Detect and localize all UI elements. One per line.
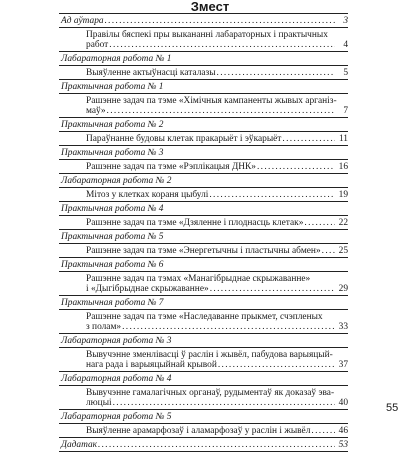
toc-section-heading (59, 118, 348, 132)
toc-entry-text: Рашэнне задач па тэме «Хімічныя кампаненты жывых арганіз- (86, 95, 337, 106)
toc-entry-text: Рашэнне задач па тэме «Дзяленне і плоднасць клетак» (86, 217, 304, 228)
toc-entry-text: работ (86, 39, 109, 50)
toc-heading-text: Практычная работа № 1 (61, 81, 164, 92)
toc-entry-text: маў» (86, 105, 106, 116)
toc-section-heading (59, 80, 348, 94)
toc-heading-text: Лабараторная работа № 2 (61, 175, 172, 186)
toc-entry-text: Правілы бяспекі пры выкананні лабараторных і практычных (86, 29, 328, 40)
table-of-contents (59, 13, 348, 452)
toc-entry-text: Рашэнне задач па тэмах «Манагібрыднае скрыжаванне» (86, 273, 311, 284)
toc-entry-text: і «Дыгібрыднае скрыжаванне» (86, 283, 209, 294)
toc-page-number: 19 (338, 189, 348, 200)
leader-dots (311, 426, 335, 436)
leader-dots (209, 190, 335, 200)
leader-dots (322, 246, 335, 256)
toc-entry-text: з полам» (86, 321, 122, 332)
toc-entry-text: Параўнанне будовы клетак пракарыёт і эўкарыёт (86, 133, 282, 144)
toc-heading-text: Практычная работа № 7 (61, 297, 164, 308)
leader-dots (304, 218, 335, 228)
leader-dots (109, 40, 335, 50)
page-title: Змест (190, 0, 230, 14)
leader-dots (105, 16, 335, 26)
toc-heading-text: Лабараторная работа № 3 (61, 335, 172, 346)
toc-page-number: 53 (338, 439, 348, 450)
toc-entry-text: Рашэнне задач па тэме «Наследаванне прыкмет, счэпленых (86, 311, 323, 322)
toc-heading-text: Лабараторная работа № 4 (61, 373, 172, 384)
toc-entry-text: Выяўленне актыўнасці каталазы (86, 67, 216, 78)
toc-page-number: 25 (338, 245, 348, 256)
leader-dots (122, 322, 335, 332)
toc-page-number: 16 (338, 161, 348, 172)
leader-dots (217, 68, 335, 78)
toc-entry (59, 272, 348, 296)
leader-dots (257, 162, 335, 172)
toc-entry (59, 216, 348, 230)
toc-entry (59, 348, 348, 372)
toc-page-number: 7 (343, 105, 348, 116)
leader-dots (113, 398, 335, 408)
toc-section-heading (59, 410, 348, 424)
leader-dots (218, 360, 335, 370)
toc-section-heading (59, 296, 348, 310)
toc-entry-text: Вывучэнне гамалагічных органаў, рудыментаў як доказаў эва- (86, 387, 335, 398)
toc-heading-text: Практычная работа № 6 (61, 259, 164, 270)
toc-entry (59, 424, 348, 438)
toc-section-heading (59, 146, 348, 160)
toc-entry-text: Рашэнне задач па тэме «Рэплікацыя ДНК» (86, 161, 256, 172)
leader-dots (282, 134, 335, 144)
toc-heading-text: Лабараторная работа № 5 (61, 411, 172, 422)
toc-section-heading (59, 372, 348, 386)
toc-entry (59, 132, 348, 146)
toc-entry (59, 94, 348, 118)
toc-page-number: 22 (338, 217, 348, 228)
toc-page-number: 3 (343, 15, 348, 26)
toc-page-number: 29 (338, 283, 348, 294)
toc-entry-text: Выяўленне арамарфозаў і аламарфозаў у раслін і жывёл (86, 425, 311, 436)
toc-heading-text: Практычная работа № 2 (61, 119, 164, 130)
leader-dots (107, 106, 335, 116)
toc-page-number: 40 (338, 397, 348, 408)
toc-section-heading (59, 174, 348, 188)
toc-entry (59, 244, 348, 258)
toc-entry-text: Мітоз у клетках кораня цыбулі (86, 189, 209, 200)
toc-entry (59, 160, 348, 174)
toc-page-number: 11 (338, 133, 348, 144)
toc-section-heading (59, 14, 348, 28)
toc-section-heading (59, 52, 348, 66)
leader-dots (98, 440, 335, 450)
toc-section-heading (59, 438, 348, 452)
toc-section-heading (59, 334, 348, 348)
toc-heading-text: Дадатак (61, 439, 98, 450)
toc-heading-text: Лабараторная работа № 1 (61, 53, 172, 64)
toc-heading-text: Практычная работа № 4 (61, 203, 164, 214)
toc-page-number: 4 (343, 39, 348, 50)
toc-page-number: 46 (338, 425, 348, 436)
toc-entry (59, 28, 348, 52)
toc-page-number: 33 (338, 321, 348, 332)
toc-page-number: 5 (343, 67, 348, 78)
toc-entry-text: люцыі (86, 397, 112, 408)
leader-dots (210, 284, 335, 294)
toc-section-heading (59, 230, 348, 244)
toc-entry (59, 386, 348, 410)
toc-heading-text: Ад аўтара (61, 15, 104, 26)
toc-page-number: 37 (338, 359, 348, 370)
page-number: 55 (386, 402, 399, 414)
toc-heading-text: Практычная работа № 3 (61, 147, 164, 158)
toc-section-heading (59, 258, 348, 272)
toc-entry-text: нага рада і варыяцыйнай крывой (86, 359, 217, 370)
toc-entry (59, 66, 348, 80)
toc-section-heading (59, 202, 348, 216)
toc-entry (59, 188, 348, 202)
toc-entry-text: Рашэнне задач па тэме «Энергетычны і пластычны абмен» (86, 245, 321, 256)
toc-entry (59, 310, 348, 334)
toc-heading-text: Практычная работа № 5 (61, 231, 164, 242)
toc-entry-text: Вывучэнне зменлівасці ў раслін і жывёл, пабудова варыяцый- (86, 349, 333, 360)
